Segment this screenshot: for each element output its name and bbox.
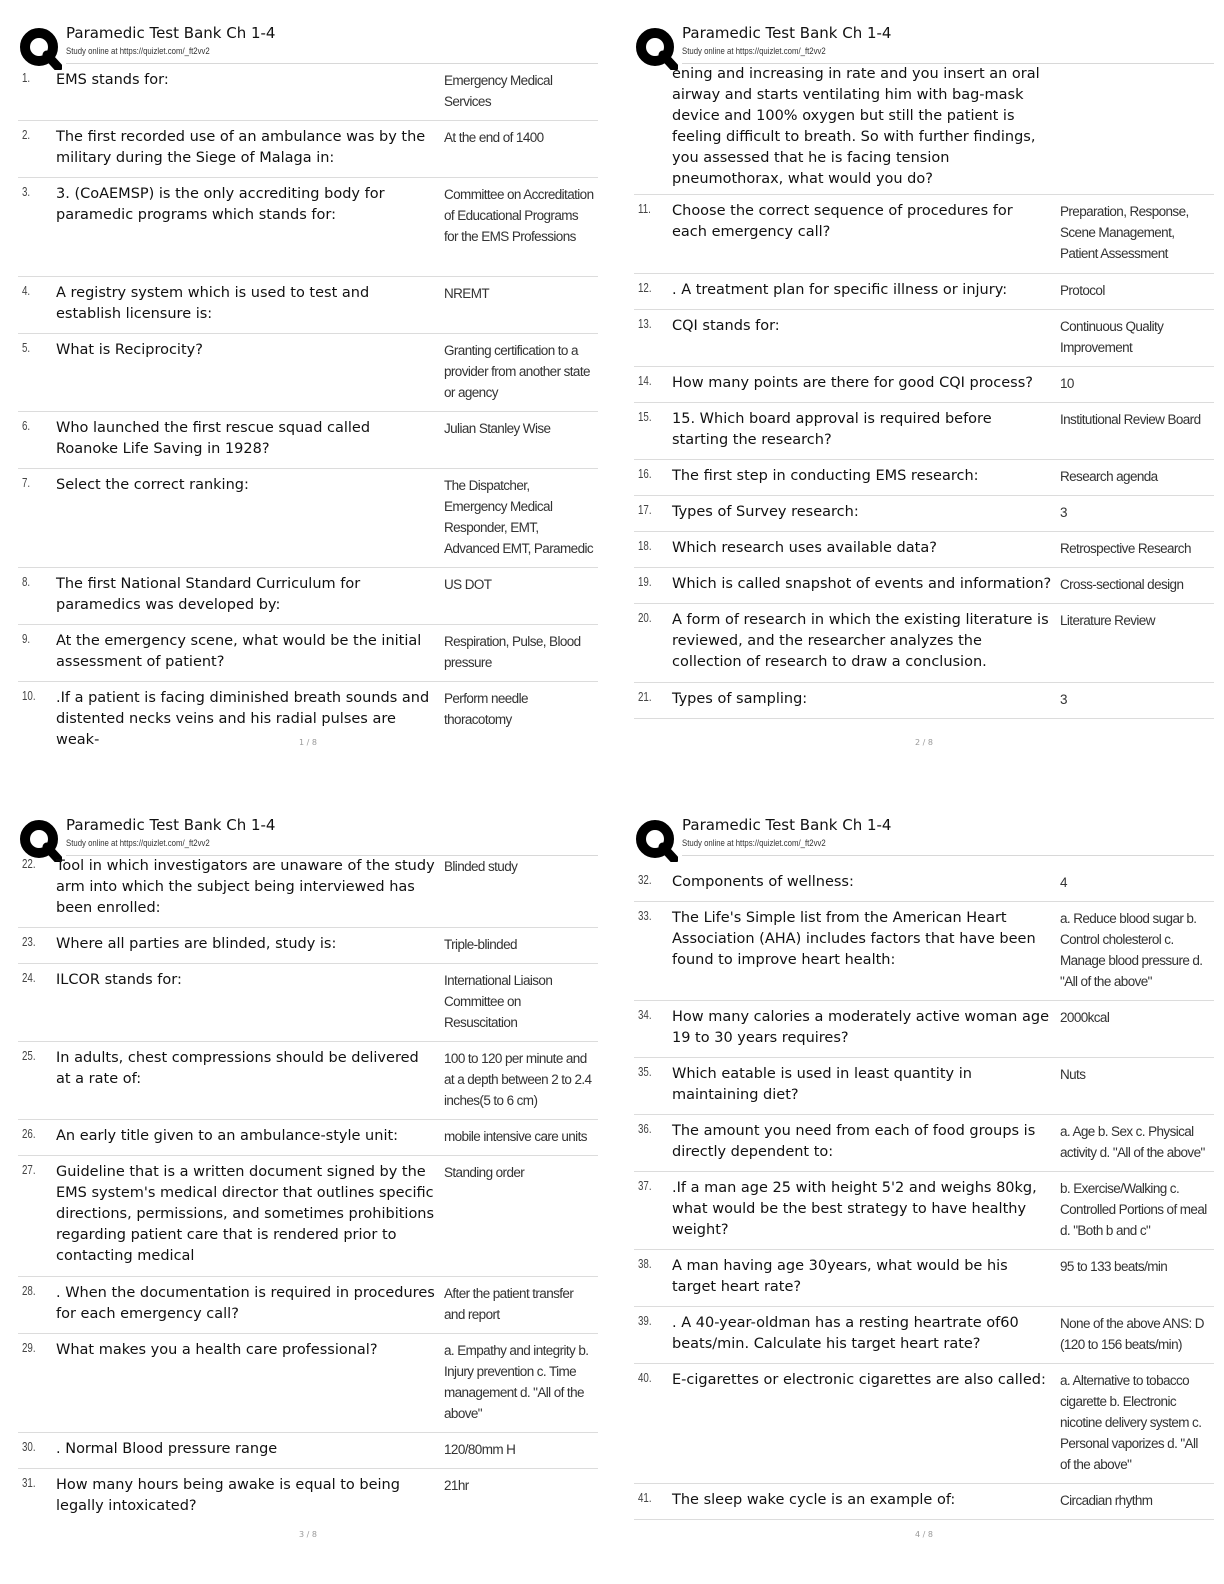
- item-number: 5.: [22, 340, 31, 355]
- answer-text: Nuts: [1060, 1067, 1086, 1082]
- answer-text: Circadian rhythm: [1060, 1493, 1153, 1508]
- list-item: [634, 1484, 1214, 1520]
- list-item: [634, 367, 1214, 403]
- list-item: [18, 1277, 598, 1334]
- answer-text: Cross-sectional design: [1060, 577, 1184, 592]
- list-item: [18, 64, 598, 121]
- list-item: [634, 532, 1214, 568]
- list-item: [18, 850, 598, 928]
- question-text: Tool in which investigators are unaware of the study arm into which the subject being interviewed has been enrolled:: [56, 858, 435, 916]
- question-text: The first National Standard Curriculum for paramedics was developed by:: [56, 576, 361, 613]
- question-list: [634, 866, 1214, 1520]
- page-number: 2 / 8: [915, 738, 933, 747]
- answer-text: 4: [1060, 875, 1067, 890]
- question-text: . When the documentation is required in procedures for each emergency call?: [56, 1285, 435, 1322]
- answer-text: 10: [1060, 376, 1074, 391]
- answer-text: US DOT: [444, 577, 492, 592]
- item-number: 29.: [22, 1340, 36, 1355]
- list-item: [634, 1001, 1214, 1058]
- answer-text: 3: [1060, 692, 1067, 707]
- answer-text: Respiration, Pulse, Blood pressure: [444, 634, 581, 670]
- question-text: The amount you need from each of food groups is directly dependent to:: [672, 1123, 1036, 1160]
- item-number: 19.: [638, 574, 652, 589]
- list-item: [634, 604, 1214, 683]
- list-item: [18, 277, 598, 334]
- question-text: Select the correct ranking:: [56, 477, 249, 493]
- item-number: 16.: [638, 466, 652, 481]
- item-number: 31.: [22, 1475, 36, 1490]
- doc-subtitle-link[interactable]: Study online at https://quizlet.com/_ft2vv2: [66, 838, 210, 849]
- list-item: [18, 1334, 598, 1433]
- item-number: 1.: [22, 70, 31, 85]
- question-text: E-cigarettes or electronic cigarettes are also called:: [672, 1372, 1046, 1388]
- item-number: 40.: [638, 1370, 652, 1385]
- answer-text: Granting certification to a provider from another state or agency: [444, 343, 590, 400]
- item-number: 18.: [638, 538, 652, 553]
- question-text: The Life's Simple list from the American Heart Association (AHA) includes factors that have been found to improve heart health:: [672, 910, 1036, 968]
- page-3: [18, 812, 598, 1572]
- question-text: Types of sampling:: [672, 691, 808, 707]
- page-4: [634, 812, 1214, 1572]
- list-item: [18, 178, 598, 277]
- list-item: [634, 866, 1214, 902]
- list-item: [634, 1307, 1214, 1364]
- item-number: 7.: [22, 475, 31, 490]
- question-text: .If a patient is facing diminished breath sounds and distented necks veins and his radial pulses are weak-: [56, 690, 430, 748]
- answer-text: b. Exercise/Walking c. Controlled Portions of meal d. "Both b and c": [1060, 1181, 1207, 1238]
- question-text: A form of research in which the existing literature is reviewed, and the researcher analyzes the collection of research to draw a conclusion.: [672, 612, 1049, 670]
- item-number: 8.: [22, 574, 31, 589]
- list-item: [634, 568, 1214, 604]
- question-text: Who launched the first rescue squad called Roanoke Life Saving in 1928?: [56, 420, 371, 457]
- page-number: 1 / 8: [299, 738, 317, 747]
- doc-subtitle-link[interactable]: Study online at https://quizlet.com/_ft2vv2: [682, 838, 826, 849]
- question-text: . A 40-year-oldman has a resting heartrate of60 beats/min. Calculate his target heart rate?: [672, 1315, 1019, 1352]
- item-number: 22.: [22, 856, 36, 871]
- answer-text: 120/80mm H: [444, 1442, 516, 1457]
- item-number: 15.: [638, 409, 652, 424]
- list-item: [634, 310, 1214, 367]
- answer-text: a. Reduce blood sugar b. Control cholesterol c. Manage blood pressure d. "All of the above": [1060, 911, 1203, 989]
- question-text: .If a man age 25 with height 5'2 and weighs 80kg, what would be the best strategy to have healthy weight?: [672, 1180, 1037, 1238]
- answer-text: Perform needle thoracotomy: [444, 691, 528, 727]
- item-number: 28.: [22, 1283, 36, 1298]
- list-item: [634, 274, 1214, 310]
- question-text: Where all parties are blinded, study is:: [56, 936, 337, 952]
- list-item: [634, 460, 1214, 496]
- list-item: [18, 121, 598, 178]
- question-list: [18, 850, 598, 1521]
- question-text: Choose the correct sequence of procedures for each emergency call?: [672, 203, 1013, 240]
- item-number: 26.: [22, 1126, 36, 1141]
- answer-text: 3: [1060, 505, 1067, 520]
- list-item: [634, 1250, 1214, 1307]
- item-number: 9.: [22, 631, 31, 646]
- question-list: [634, 194, 1214, 719]
- answer-text: 21hr: [444, 1478, 469, 1493]
- answer-text: Literature Review: [1060, 613, 1155, 628]
- item-number: 10.: [22, 688, 36, 703]
- answer-text: NREMT: [444, 286, 489, 301]
- list-item: [18, 928, 598, 964]
- answer-text: At the end of 1400: [444, 130, 544, 145]
- question-text: . Normal Blood pressure range: [56, 1441, 278, 1457]
- list-item: [634, 195, 1214, 274]
- page-number: 3 / 8: [299, 1530, 317, 1539]
- answer-text: Retrospective Research: [1060, 541, 1191, 556]
- answer-text: Continuous Quality Improvement: [1060, 319, 1164, 355]
- doc-title: Paramedic Test Bank Ch 1-4: [682, 24, 892, 42]
- question-text: The sleep wake cycle is an example of:: [672, 1492, 956, 1508]
- question-text: The first step in conducting EMS research:: [672, 468, 979, 484]
- item-number: 13.: [638, 316, 652, 331]
- question-text: 3. (CoAEMSP) is the only accrediting body for paramedic programs which stands for:: [56, 186, 385, 223]
- answer-text: None of the above ANS: D (120 to 156 beats/min): [1060, 1316, 1204, 1352]
- list-item: [634, 496, 1214, 532]
- question-text: Which is called snapshot of events and information?: [672, 576, 1052, 592]
- list-item: [634, 1364, 1214, 1484]
- item-number: 36.: [638, 1121, 652, 1136]
- item-number: 33.: [638, 908, 652, 923]
- answer-text: mobile intensive care units: [444, 1129, 587, 1144]
- item-number: 38.: [638, 1256, 652, 1271]
- doc-title: Paramedic Test Bank Ch 1-4: [66, 816, 276, 834]
- question-text: Components of wellness:: [672, 874, 854, 890]
- item-number: 39.: [638, 1313, 652, 1328]
- item-number: 17.: [638, 502, 652, 517]
- list-item: [18, 568, 598, 625]
- list-item: [634, 683, 1214, 719]
- header-divider: [682, 855, 1214, 856]
- list-item: [18, 334, 598, 412]
- question-text: A man having age 30years, what would be his target heart rate?: [672, 1258, 1008, 1295]
- list-item: [18, 625, 598, 682]
- continued-question-text: ening and increasing in rate and you insert an oral airway and starts ventilating him with bag-mask device and 100% oxygen but still the patient is feeling difficult to breath. So with further findings, you assessed that he is facing tension pneumothorax, what would you do?: [672, 66, 1040, 187]
- item-number: 2.: [22, 127, 31, 142]
- answer-text: Blinded study: [444, 859, 518, 874]
- item-number: 11.: [638, 201, 651, 216]
- question-text: How many calories a moderately active woman age 19 to 30 years requires?: [672, 1009, 1049, 1046]
- question-text: EMS stands for:: [56, 72, 169, 88]
- answer-text: Institutional Review Board: [1060, 412, 1201, 427]
- list-item: [18, 469, 598, 568]
- item-number: 14.: [638, 373, 652, 388]
- question-text: . A treatment plan for specific illness or injury:: [672, 282, 1008, 298]
- item-number: 30.: [22, 1439, 36, 1454]
- question-text: ILCOR stands for:: [56, 972, 182, 988]
- item-number: 20.: [638, 610, 652, 625]
- question-text: Which eatable is used in least quantity in maintaining diet?: [672, 1066, 972, 1103]
- question-text: In adults, chest compressions should be delivered at a rate of:: [56, 1050, 419, 1087]
- item-number: 4.: [22, 283, 31, 298]
- item-number: 23.: [22, 934, 36, 949]
- question-text: Which research uses available data?: [672, 540, 937, 556]
- doc-title: Paramedic Test Bank Ch 1-4: [682, 816, 892, 834]
- question-text: Types of Survey research:: [672, 504, 859, 520]
- item-number: 24.: [22, 970, 36, 985]
- list-item: [634, 902, 1214, 1001]
- list-item: [634, 403, 1214, 460]
- answer-text: Preparation, Response, Scene Management, Patient Assessment: [1060, 204, 1189, 261]
- answer-text: a. Age b. Sex c. Physical activity d. "All of the above": [1060, 1124, 1205, 1160]
- question-text: How many hours being awake is equal to being legally intoxicated?: [56, 1477, 400, 1514]
- answer-text: Protocol: [1060, 283, 1105, 298]
- answer-text: After the patient transfer and report: [444, 1286, 574, 1322]
- list-item: [634, 1058, 1214, 1115]
- item-number: 27.: [22, 1162, 36, 1177]
- item-number: 34.: [638, 1007, 652, 1022]
- item-number: 41.: [638, 1490, 652, 1505]
- page-header: [634, 812, 1214, 872]
- item-number: 25.: [22, 1048, 36, 1063]
- quizlet-logo-icon: [634, 818, 678, 862]
- item-number: 12.: [638, 280, 652, 295]
- answer-text: Research agenda: [1060, 469, 1158, 484]
- question-text: CQI stands for:: [672, 318, 780, 334]
- answer-text: The Dispatcher, Emergency Medical Responder, EMT, Advanced EMT, Paramedic: [444, 478, 594, 556]
- question-text: Guideline that is a written document signed by the EMS system's medical director that outlines specific directions, permissions, and sometimes prohibitions regarding patient care that is rendered prior to contacting medical: [56, 1164, 435, 1264]
- answer-text: a. Empathy and integrity b. Injury prevention c. Time management d. "All of the above": [444, 1343, 589, 1421]
- question-text: What is Reciprocity?: [56, 342, 203, 358]
- item-number: 21.: [638, 689, 652, 704]
- answer-text: 95 to 133 beats/min: [1060, 1259, 1168, 1274]
- item-number: 3.: [22, 184, 31, 199]
- list-item: [634, 1115, 1214, 1172]
- doc-subtitle-link[interactable]: Study online at https://quizlet.com/_ft2vv2: [682, 46, 826, 57]
- list-item: [18, 1469, 598, 1521]
- list-item: [634, 1172, 1214, 1250]
- list-item: [18, 1433, 598, 1469]
- list-item: [18, 412, 598, 469]
- doc-subtitle-link[interactable]: Study online at https://quizlet.com/_ft2vv2: [66, 46, 210, 57]
- answer-text: Julian Stanley Wise: [444, 421, 551, 436]
- question-text: The first recorded use of an ambulance was by the military during the Siege of Malaga in:: [56, 129, 426, 166]
- page-number: 4 / 8: [915, 1530, 933, 1539]
- item-number: 37.: [638, 1178, 652, 1193]
- question-text: At the emergency scene, what would be the initial assessment of patient?: [56, 633, 422, 670]
- doc-title: Paramedic Test Bank Ch 1-4: [66, 24, 276, 42]
- question-text: A registry system which is used to test and establish licensure is:: [56, 285, 370, 322]
- answer-text: Standing order: [444, 1165, 525, 1180]
- page-1: [18, 20, 598, 780]
- page-2: [634, 20, 1214, 780]
- question-text: How many points are there for good CQI process?: [672, 375, 1033, 391]
- question-text: 15. Which board approval is required before starting the research?: [672, 411, 992, 448]
- question-text: An early title given to an ambulance-style unit:: [56, 1128, 399, 1144]
- question-text: What makes you a health care professional?: [56, 1342, 378, 1358]
- answer-text: 100 to 120 per minute and at a depth between 2 to 2.4 inches(5 to 6 cm): [444, 1051, 592, 1108]
- list-item: [18, 1120, 598, 1156]
- answer-text: Triple-blinded: [444, 937, 517, 952]
- list-item: [18, 964, 598, 1042]
- item-number: 32.: [638, 872, 652, 887]
- list-item: [18, 1042, 598, 1120]
- answer-text: International Liaison Committee on Resuscitation: [444, 973, 553, 1030]
- answer-text: Committee on Accreditation of Educational Programs for the EMS Professions: [444, 187, 594, 244]
- item-number: 6.: [22, 418, 31, 433]
- answer-text: Emergency Medical Services: [444, 73, 553, 109]
- item-number: 35.: [638, 1064, 652, 1079]
- answer-text: a. Alternative to tobacco cigarette b. Electronic nicotine delivery system c. Personal vaporizes d. "All of the above": [1060, 1373, 1202, 1472]
- answer-text: 2000kcal: [1060, 1010, 1110, 1025]
- list-item: [18, 1156, 598, 1277]
